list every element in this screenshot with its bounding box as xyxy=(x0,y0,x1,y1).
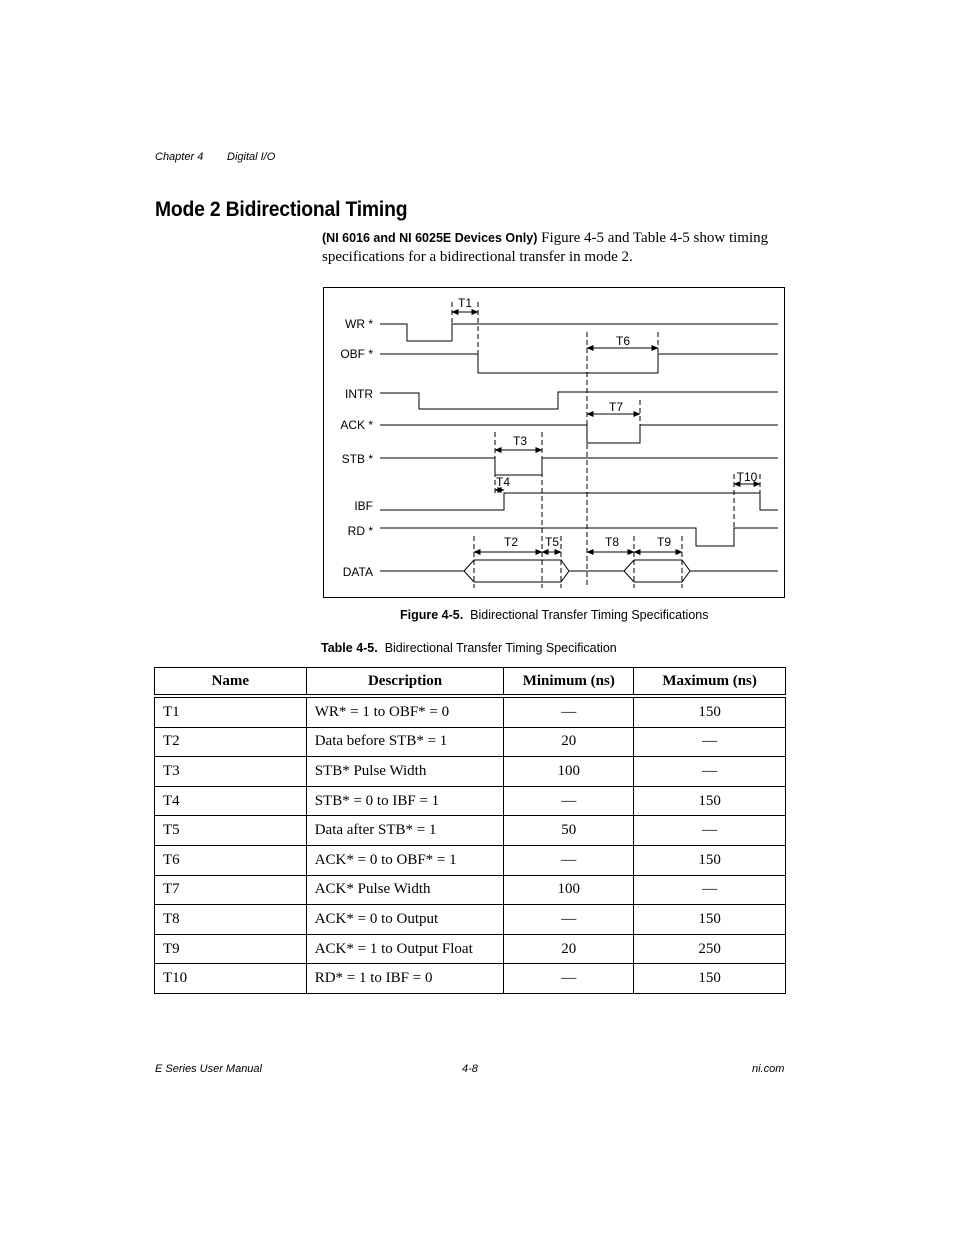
cell-description: Data after STB* = 1 xyxy=(306,816,504,846)
timing-diagram-svg xyxy=(324,288,786,599)
cell-name: T5 xyxy=(155,816,307,846)
table-row xyxy=(155,816,786,846)
data-waveform xyxy=(380,560,778,582)
footer-manual-title: E Series User Manual xyxy=(155,1063,262,1075)
running-header xyxy=(155,151,275,163)
column-header-minimum: Minimum (ns) xyxy=(504,668,634,697)
intr-waveform xyxy=(380,392,778,409)
cell-minimum: 100 xyxy=(504,757,634,787)
signal-label-ack: ACK * xyxy=(340,418,373,432)
cell-description: STB* Pulse Width xyxy=(306,757,504,787)
column-header-maximum: Maximum (ns) xyxy=(634,668,786,697)
timing-label-t10: T10 xyxy=(736,470,758,484)
timing-label-t1: T1 xyxy=(457,296,473,310)
cell-description: RD* = 1 to IBF = 0 xyxy=(306,964,504,994)
signal-label-ibf: IBF xyxy=(354,499,373,513)
cell-minimum: 20 xyxy=(504,934,634,964)
cell-minimum: 50 xyxy=(504,816,634,846)
cell-name: T7 xyxy=(155,875,307,905)
cell-description: ACK* = 0 to Output xyxy=(306,905,504,935)
signal-label-obf: OBF * xyxy=(340,347,373,361)
cell-description: Data before STB* = 1 xyxy=(306,727,504,757)
cell-maximum: — xyxy=(634,757,786,787)
signal-label-wr: WR * xyxy=(345,317,373,331)
section-heading: Mode 2 Bidirectional Timing xyxy=(155,198,408,221)
signal-label-stb: STB * xyxy=(341,452,373,466)
timing-label-t7: T7 xyxy=(608,400,624,414)
intro-paragraph xyxy=(322,229,792,267)
cell-minimum: 20 xyxy=(504,727,634,757)
cell-name: T6 xyxy=(155,845,307,875)
cell-maximum: — xyxy=(634,816,786,846)
table-row xyxy=(155,905,786,935)
cell-maximum: 150 xyxy=(634,786,786,816)
timing-arrows xyxy=(452,312,760,552)
figure-caption-text: Bidirectional Transfer Timing Specifications xyxy=(470,608,709,622)
cell-name: T3 xyxy=(155,757,307,787)
timing-diagram xyxy=(323,287,785,598)
table-row xyxy=(155,964,786,994)
cell-description: ACK* Pulse Width xyxy=(306,875,504,905)
cell-name: T2 xyxy=(155,727,307,757)
column-header-description: Description xyxy=(306,668,504,697)
signal-label-data: DATA xyxy=(342,565,373,579)
table-caption-text: Bidirectional Transfer Timing Specification xyxy=(384,641,617,655)
table-row xyxy=(155,757,786,787)
cell-name: T9 xyxy=(155,934,307,964)
obf-waveform xyxy=(380,354,778,373)
cell-maximum: 150 xyxy=(634,845,786,875)
table-row xyxy=(155,845,786,875)
cell-description: ACK* = 1 to Output Float xyxy=(306,934,504,964)
table-caption xyxy=(321,641,617,655)
table-header-row xyxy=(155,668,786,697)
table-row xyxy=(155,696,786,727)
signal-label-intr: INTR xyxy=(345,387,373,401)
signal-label-rd: RD * xyxy=(347,524,373,538)
timing-spec-table xyxy=(154,667,786,994)
cell-name: T1 xyxy=(155,696,307,727)
cell-name: T8 xyxy=(155,905,307,935)
footer-website: ni.com xyxy=(752,1063,785,1075)
cell-description: WR* = 1 to OBF* = 0 xyxy=(306,696,504,727)
table-row xyxy=(155,727,786,757)
cell-maximum: — xyxy=(634,875,786,905)
cell-minimum: 100 xyxy=(504,875,634,905)
wr-waveform xyxy=(380,324,778,341)
ibf-waveform xyxy=(380,493,778,510)
table-row xyxy=(155,934,786,964)
cell-minimum: — xyxy=(504,845,634,875)
cell-maximum: 150 xyxy=(634,964,786,994)
cell-description: STB* = 0 to IBF = 1 xyxy=(306,786,504,816)
timing-label-t4: T4 xyxy=(495,475,511,489)
cell-description: ACK* = 0 to OBF* = 1 xyxy=(306,845,504,875)
cell-maximum: 150 xyxy=(634,696,786,727)
figure-caption-label: Figure 4-5. xyxy=(400,608,464,622)
cell-maximum: 150 xyxy=(634,905,786,935)
section-label: Digital I/O xyxy=(227,151,276,163)
cell-minimum: — xyxy=(504,964,634,994)
cell-maximum: — xyxy=(634,727,786,757)
figure-caption xyxy=(400,608,708,622)
chapter-label: Chapter 4 xyxy=(155,151,204,163)
rd-waveform xyxy=(380,528,778,546)
timing-label-t5: T5 xyxy=(544,535,560,549)
table-row xyxy=(155,875,786,905)
table-caption-label: Table 4-5. xyxy=(321,641,378,655)
footer-page-number: 4-8 xyxy=(462,1063,478,1075)
stb-waveform xyxy=(380,458,778,475)
cell-maximum: 250 xyxy=(634,934,786,964)
timing-label-t3: T3 xyxy=(512,434,528,448)
table-row xyxy=(155,786,786,816)
ack-waveform xyxy=(380,425,778,443)
cell-name: T4 xyxy=(155,786,307,816)
timing-label-t6: T6 xyxy=(615,334,631,348)
cell-name: T10 xyxy=(155,964,307,994)
cell-minimum: — xyxy=(504,905,634,935)
timing-label-t2: T2 xyxy=(503,535,519,549)
intro-text: Figure 4-5 and Table 4-5 show timing specifications for a bidirectional transfer in mode 2. xyxy=(322,230,769,265)
cell-minimum: — xyxy=(504,786,634,816)
cell-minimum: — xyxy=(504,696,634,727)
column-header-name: Name xyxy=(155,668,307,697)
timing-label-t8: T8 xyxy=(604,535,620,549)
timing-label-t9: T9 xyxy=(656,535,672,549)
intro-lead: (NI 6016 and NI 6025E Devices Only) xyxy=(322,231,538,245)
